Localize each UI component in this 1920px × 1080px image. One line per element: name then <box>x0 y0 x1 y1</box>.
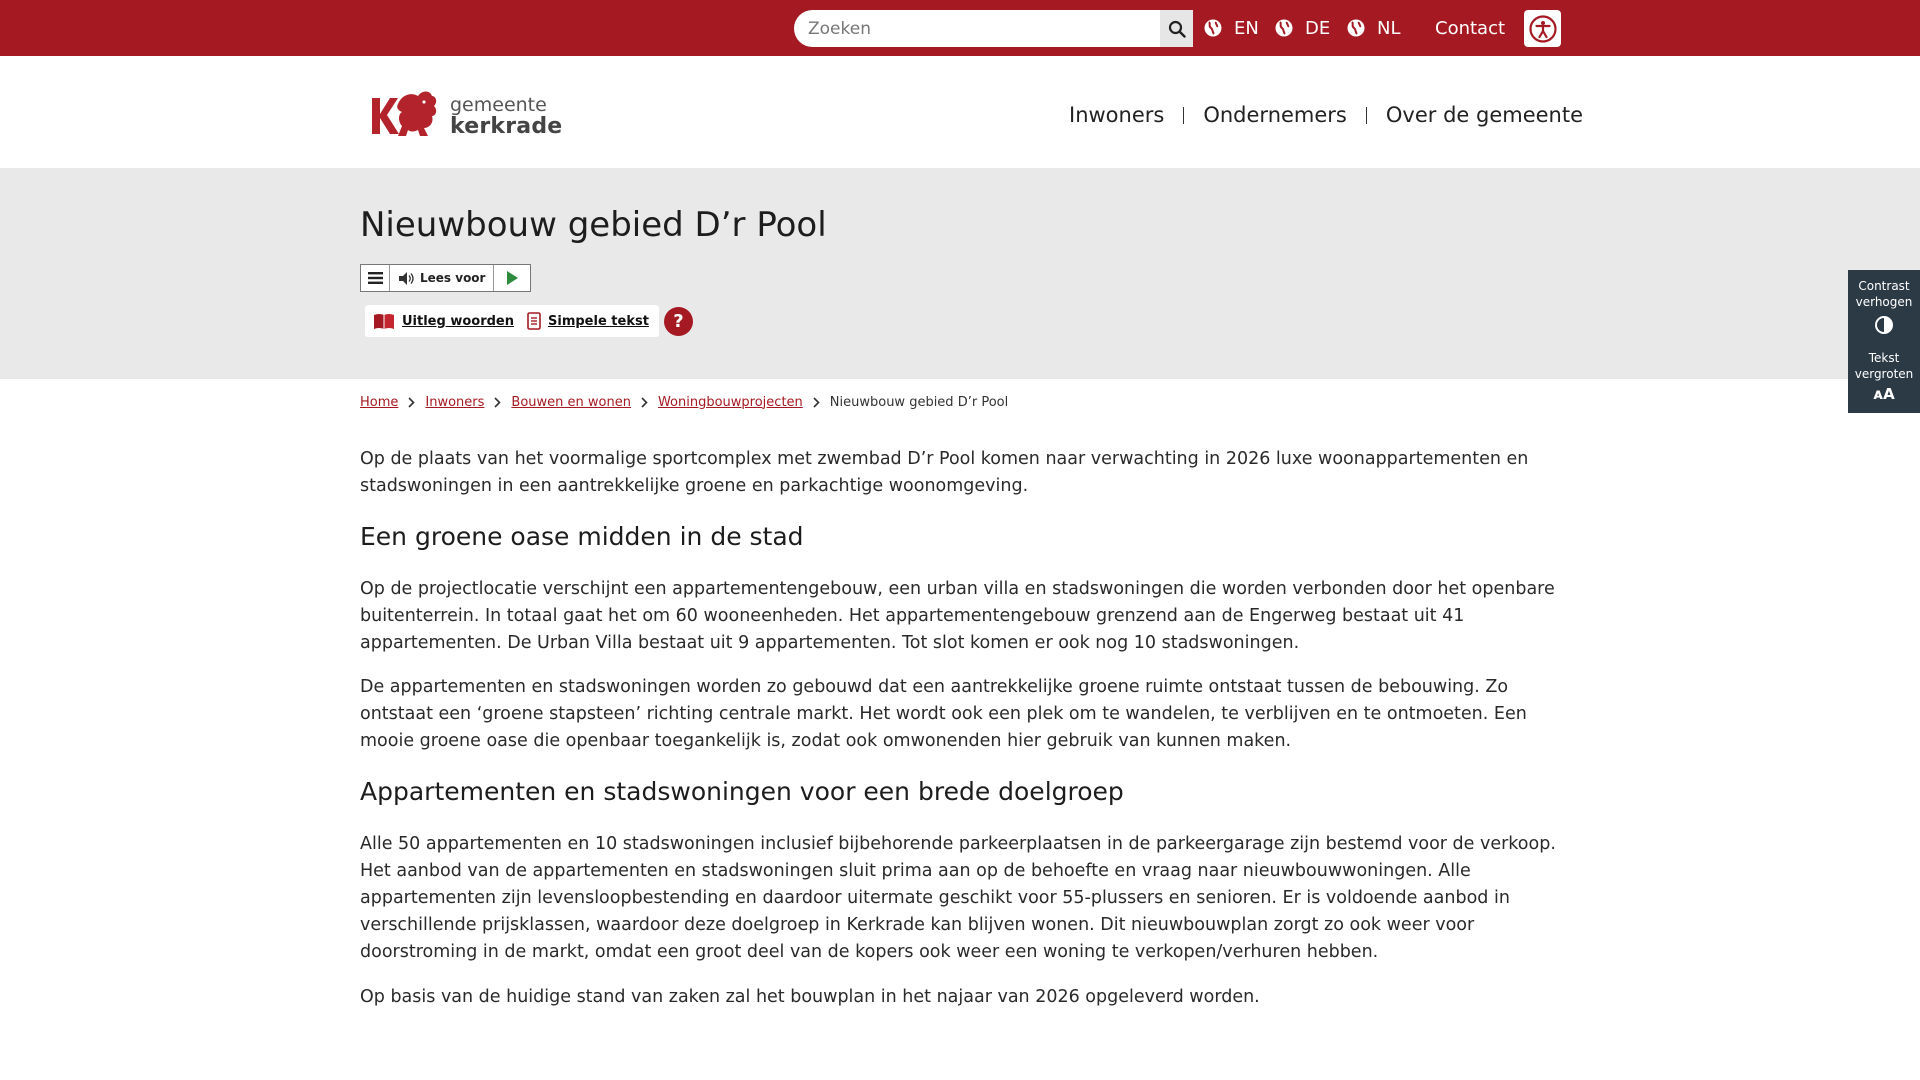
chevron-right-icon <box>641 397 648 408</box>
search-icon <box>1168 20 1186 38</box>
logo-text-gemeente: gemeente <box>450 94 547 116</box>
contrast-toggle[interactable] <box>1848 278 1920 338</box>
title-band <box>0 168 1920 379</box>
document-icon <box>527 312 541 330</box>
text-size-icon: ᴀA <box>1873 385 1895 403</box>
intro-paragraph: Op de plaats van het voormalige sportcomplex met zwembad D’r Pool komen naar verwachting in 2026 luxe woonappartementen en stadswoningen in een aantrekkelijke groene en parkachtige woonomgeving. <box>360 449 1529 496</box>
site-header <box>0 56 1920 168</box>
text-size-toggle[interactable] <box>1848 350 1920 402</box>
breadcrumb-woningbouwprojecten[interactable]: Woningbouwprojecten <box>657 394 803 410</box>
readspeaker-widget <box>360 264 531 292</box>
language-de-link[interactable] <box>1275 14 1330 42</box>
contact-link[interactable]: Contact <box>1435 17 1506 39</box>
main-navigation <box>1069 100 1583 130</box>
language-en-label: EN <box>1234 17 1259 39</box>
globe-icon <box>1347 19 1365 37</box>
search-box <box>794 10 1193 47</box>
speaker-icon <box>399 272 415 285</box>
language-en-link[interactable] <box>1204 14 1259 42</box>
simpele-tekst-button[interactable] <box>519 305 659 337</box>
readspeaker-label: Lees voor <box>420 271 486 285</box>
language-nl-label: NL <box>1377 17 1401 39</box>
accessibility-button[interactable] <box>1524 10 1561 47</box>
main-content <box>360 446 1565 1011</box>
play-icon <box>506 271 518 285</box>
breadcrumb-inwoners[interactable]: Inwoners <box>425 394 485 410</box>
search-button[interactable] <box>1160 10 1193 47</box>
breadcrumb <box>360 392 1008 412</box>
accessibility-icon <box>1529 15 1557 43</box>
globe-icon <box>1204 19 1222 37</box>
readspeaker-play-button[interactable] <box>494 265 530 291</box>
chevron-right-icon <box>408 397 415 408</box>
nav-divider <box>1366 107 1367 124</box>
uitleg-woorden-label: Uitleg woorden <box>402 313 514 329</box>
language-nl-link[interactable] <box>1347 14 1401 42</box>
text-size-label-line2: vergroten <box>1854 367 1914 381</box>
globe-icon <box>1275 19 1293 37</box>
page-title: Nieuwbouw gebied D’r Pool <box>360 205 827 245</box>
contrast-icon <box>1875 316 1893 334</box>
chevron-right-icon <box>494 397 501 408</box>
section-heading-doelgroep: Appartementen en stadswoningen voor een brede doelgroep <box>360 777 1124 806</box>
breadcrumb-home[interactable]: Home <box>360 394 399 410</box>
chevron-right-icon <box>813 397 820 408</box>
paragraph-projectlocatie: Op de projectlocatie verschijnt een appartementengebouw, een urban villa en stadswoningen die worden verbonden door het openbare buitenterrein. In totaal gaat het om 60 wooneenheden. Het appartementengebouw grenzend aan de Engerweg bestaat uit 41 appartementen. De Urban Villa bestaat uit 9 appartementen. Tot slot komen er ook nog 10 stadswoningen. <box>360 579 1555 653</box>
search-input[interactable] <box>794 10 1159 47</box>
breadcrumb-bouwen-en-wonen[interactable]: Bouwen en wonen <box>511 394 631 410</box>
paragraph-groene-ruimte: De appartementen en stadswoningen worden zo gebouwd dat een aantrekkelijke groene ruimte ontstaat tussen de bebouwing. Zo ontstaat een ‘groene stapsteen’ richting centrale markt. Het wordt ook een plek om te wandelen, te verblijven en te ontmoeten. Een mooie groene oase die openbaar toegankelijk is, zodat ook omwonenden hier gebruik van kunnen maken. <box>360 677 1527 751</box>
nav-item-ondernemers[interactable]: Ondernemers <box>1203 103 1347 127</box>
simpele-tekst-label: Simpele tekst <box>548 313 649 329</box>
site-logo[interactable] <box>368 84 563 142</box>
book-icon <box>373 313 395 329</box>
uitleg-woorden-button[interactable] <box>365 305 524 337</box>
text-size-label-line1: Tekst <box>1868 351 1900 365</box>
section-heading-groene-oase: Een groene oase midden in de stad <box>360 522 804 551</box>
accessibility-side-panel <box>1848 270 1920 413</box>
paragraph-verkoop: Alle 50 appartementen en 10 stadswoningen inclusief bijbehorende parkeerplaatsen in de parkeergarage zijn bestemd voor de verkoop. Het aanbod van de appartementen en stadswoningen sluit prima aan op de behoefte en vraag naar nieuwbouwwoningen. Alle appartementen zijn levensloopbestending en daardoor uitermate geschikt voor 55-plussers en senioren. Er is voldoende aanbod in verschillende prijsklassen, waardoor deze doelgroep in Kerkrade kan blijven wonen. Dit nieuwbouwplan zorgt zo ook weer voor doorstroming in de markt, omdat een groot deel van de kopers ook weer een woning te verkopen/verhuren hebben. <box>360 834 1556 962</box>
nav-divider <box>1183 107 1184 124</box>
contrast-label-line1: Contrast <box>1858 279 1910 293</box>
lion-logo-icon <box>368 84 448 142</box>
contrast-label-line2: verhogen <box>1855 295 1913 309</box>
top-bar <box>0 0 1920 56</box>
readspeaker-listen-button[interactable] <box>390 265 494 291</box>
hamburger-icon <box>368 272 383 284</box>
paragraph-oplevering: Op basis van de huidige stand van zaken zal het bouwplan in het najaar van 2026 opgeleverd worden. <box>360 987 1260 1007</box>
help-button[interactable]: ? <box>664 307 693 336</box>
logo-text-kerkrade: kerkrade <box>450 114 563 139</box>
nav-item-inwoners[interactable]: Inwoners <box>1069 103 1165 127</box>
nav-item-over-de-gemeente[interactable]: Over de gemeente <box>1385 103 1584 127</box>
readspeaker-menu-button[interactable] <box>361 265 390 291</box>
breadcrumb-current: Nieuwbouw gebied D’r Pool <box>829 394 1009 410</box>
language-de-label: DE <box>1305 17 1331 39</box>
